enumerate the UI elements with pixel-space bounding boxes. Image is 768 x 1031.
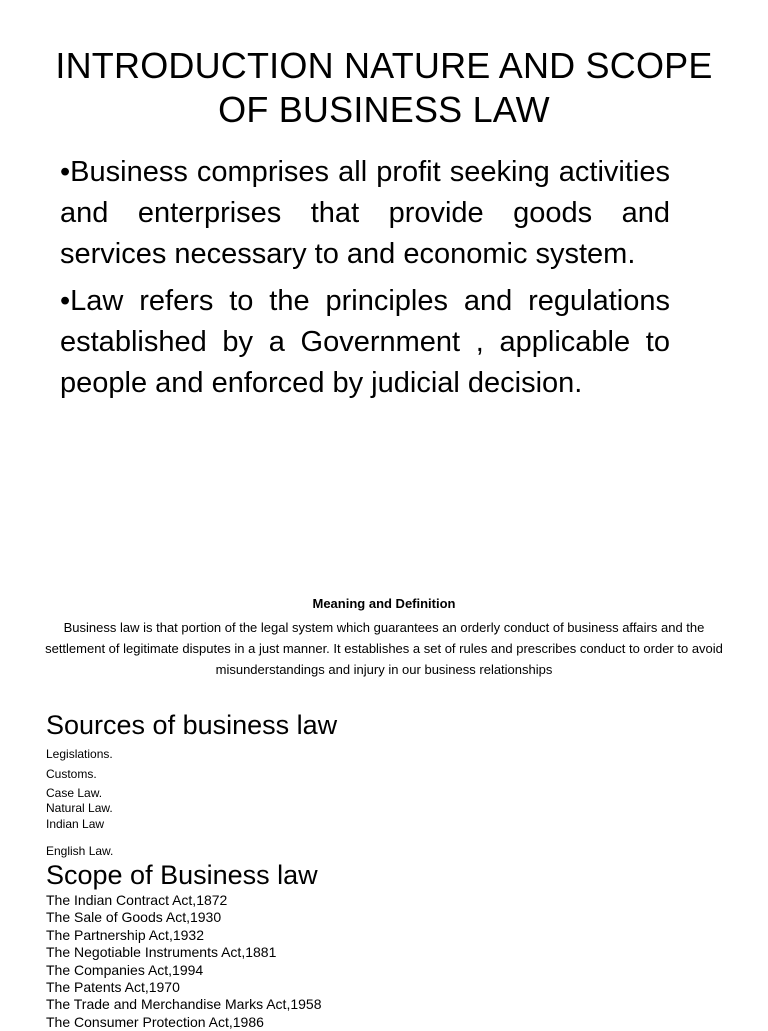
list-item: The Patents Act,1970 — [46, 979, 180, 996]
bullet-business-definition: •Business comprises all profit seeking activities and enterprises that provide goods and services necessary to and economic system. — [60, 156, 670, 270]
meaning-section — [32, 596, 736, 680]
list-item: The Negotiable Instruments Act,1881 — [46, 944, 277, 961]
list-item: Legislations. — [46, 747, 113, 761]
list-item: Case Law. — [46, 786, 103, 800]
list-item: Natural Law. — [46, 801, 113, 815]
list-item: The Consumer Protection Act,1986 — [46, 1013, 264, 1030]
list-item: Customs. — [46, 767, 97, 781]
list-item: The Companies Act,1994 — [46, 961, 204, 978]
list-item: The Trade and Merchandise Marks Act,1958 — [46, 996, 322, 1013]
list-item: The Sale of Goods Act,1930 — [46, 909, 222, 926]
meaning-body: Business law is that portion of the legal system which guarantees an orderly conduct of business affairs and the settlement of legitimate disputes in a just manner. It establishes a set of rules and prescribes conduct to order to avoid misunderstandings and injury in our business relationships — [45, 620, 723, 677]
meaning-heading: Meaning and Definition — [312, 596, 456, 611]
scope-heading: Scope of Business law — [46, 860, 318, 890]
sources-heading: Sources of business law — [46, 710, 338, 740]
list-item: The Partnership Act,1932 — [46, 926, 204, 943]
bullet-law-definition: •Law refers to the principles and regulations established by a Government , applicable to people and enforced by judicial decision. — [60, 285, 670, 399]
list-item: English Law. — [46, 844, 114, 858]
intro-bullet-list — [60, 152, 670, 410]
list-item: The Indian Contract Act,1872 — [46, 892, 228, 908]
slide-title: INTRODUCTION NATURE AND SCOPE OF BUSINESS LAW — [55, 45, 713, 130]
scope-list — [46, 892, 321, 1031]
list-item: Indian Law — [46, 817, 105, 831]
